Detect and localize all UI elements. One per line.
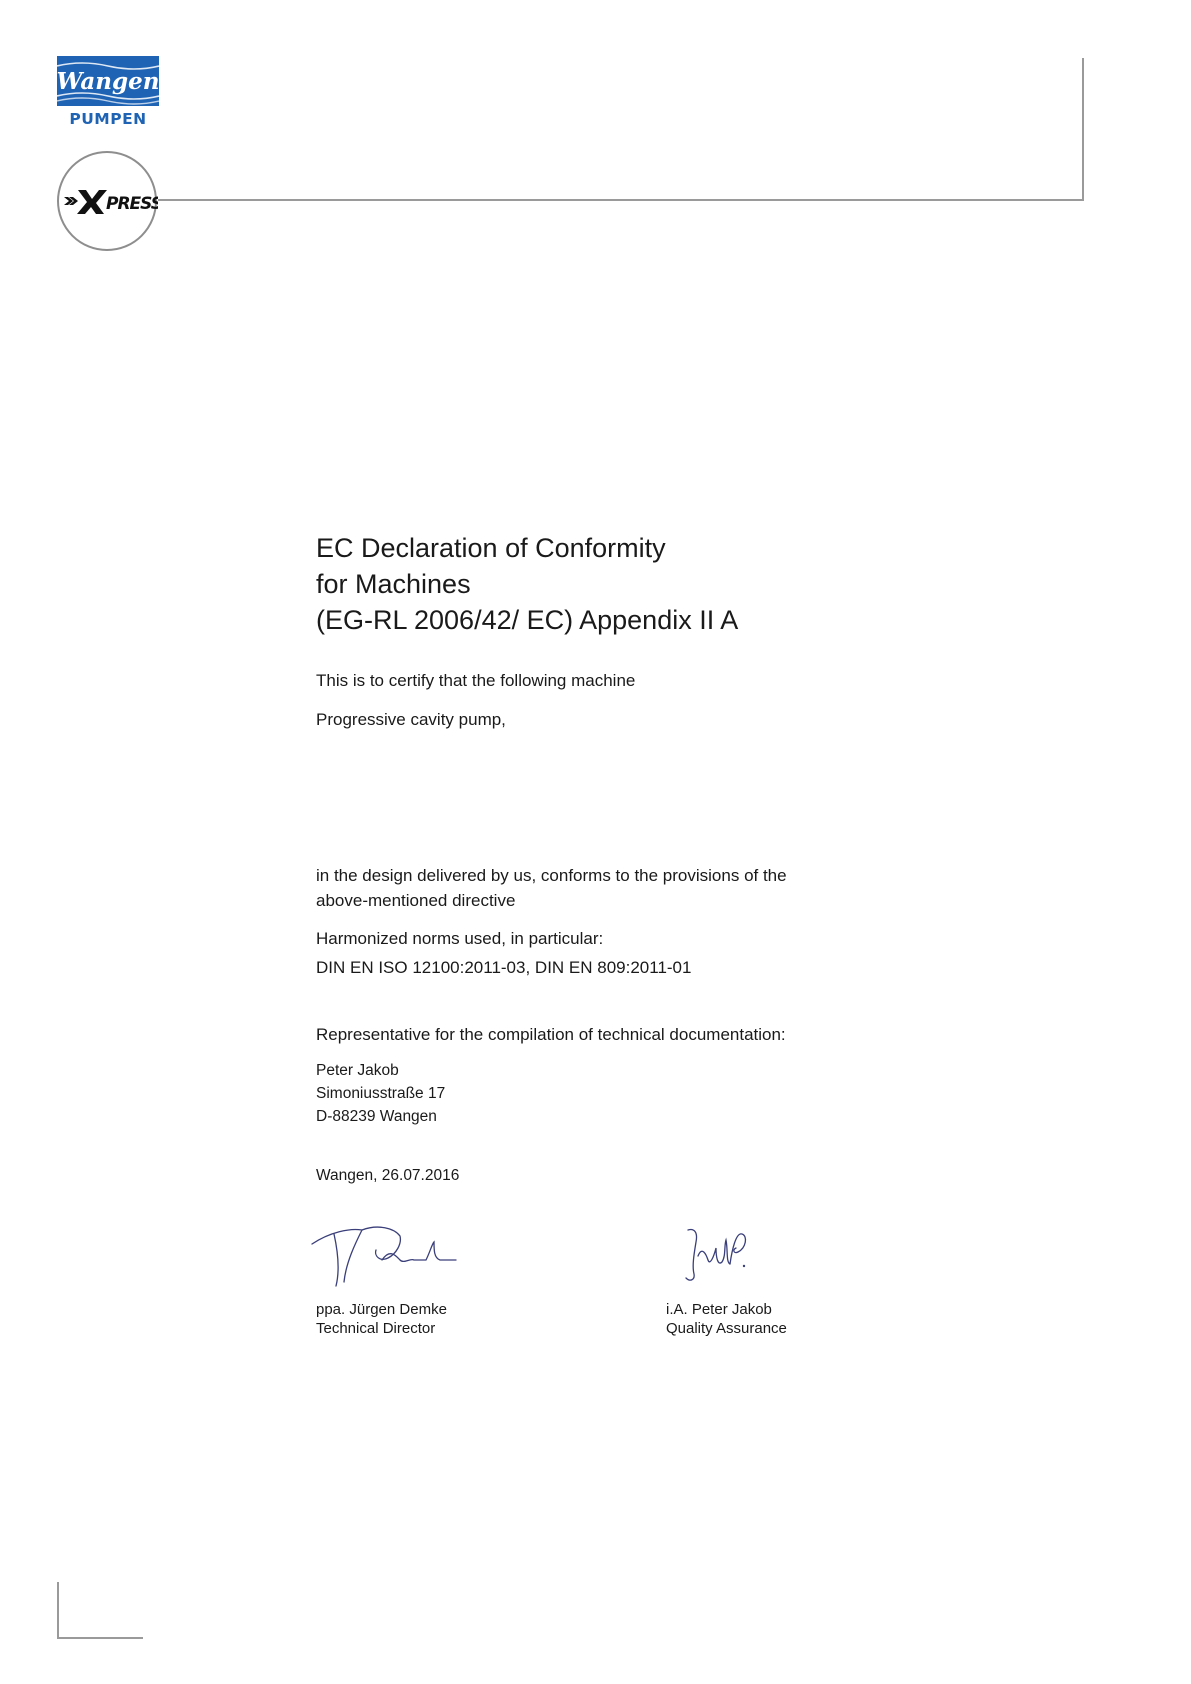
footer-rule-vertical: [57, 1582, 59, 1638]
signatory-right-name: i.A. Peter Jakob: [666, 1301, 772, 1318]
signature-jakob-graphic: [680, 1226, 750, 1288]
signature-demke: [310, 1222, 460, 1290]
signatory-right: [666, 1300, 787, 1338]
xpress-logo: [56, 150, 158, 252]
certify-text: This is to certify that the following machine: [316, 671, 636, 690]
header-rule: [158, 199, 1084, 201]
machine-name: Progressive cavity pump,: [316, 710, 506, 729]
document-title: [316, 530, 876, 638]
signatory-left-role: Technical Director: [316, 1320, 436, 1337]
pumpen-logo-text: PUMPEN: [69, 110, 147, 126]
signatory-right-role: Quality Assurance: [666, 1320, 787, 1337]
declaration-body: [316, 530, 876, 1187]
representative-name: Peter Jakob: [316, 1062, 399, 1079]
representative-street: Simoniusstraße 17: [316, 1085, 446, 1102]
norms-label: Harmonized norms used, in particular:: [316, 929, 604, 948]
conformity-statement: in the design delivered by us, conforms to the provisions of the above-mentioned directive: [316, 866, 787, 910]
representative-address: [316, 1059, 876, 1128]
representative-city: D-88239 Wangen: [316, 1108, 437, 1125]
place-and-date: Wangen, 26.07.2016: [316, 1167, 460, 1184]
representative-label: Representative for the compilation of technical documentation:: [316, 1025, 786, 1044]
title-line-2: for Machines: [316, 569, 471, 599]
signatory-left-name: ppa. Jürgen Demke: [316, 1301, 447, 1318]
wangen-logo-text: Wangen: [57, 68, 159, 95]
xpress-logo-text: PRESS: [106, 194, 158, 214]
title-line-1: EC Declaration of Conformity: [316, 533, 666, 563]
footer-rule: [57, 1637, 143, 1639]
xpress-logo-graphic: [56, 150, 158, 252]
wangen-logo-graphic: [57, 56, 159, 126]
norms-value: DIN EN ISO 12100:2011-03, DIN EN 809:2011-01: [316, 958, 692, 977]
header-rule-vertical: [1082, 58, 1084, 200]
signatory-left: [316, 1300, 447, 1338]
signature-demke-graphic: [310, 1222, 460, 1290]
title-line-3: (EG-RL 2006/42/ EC) Appendix II A: [316, 605, 739, 635]
wangen-pumpen-logo: [57, 56, 159, 126]
signature-jakob: [680, 1226, 750, 1288]
